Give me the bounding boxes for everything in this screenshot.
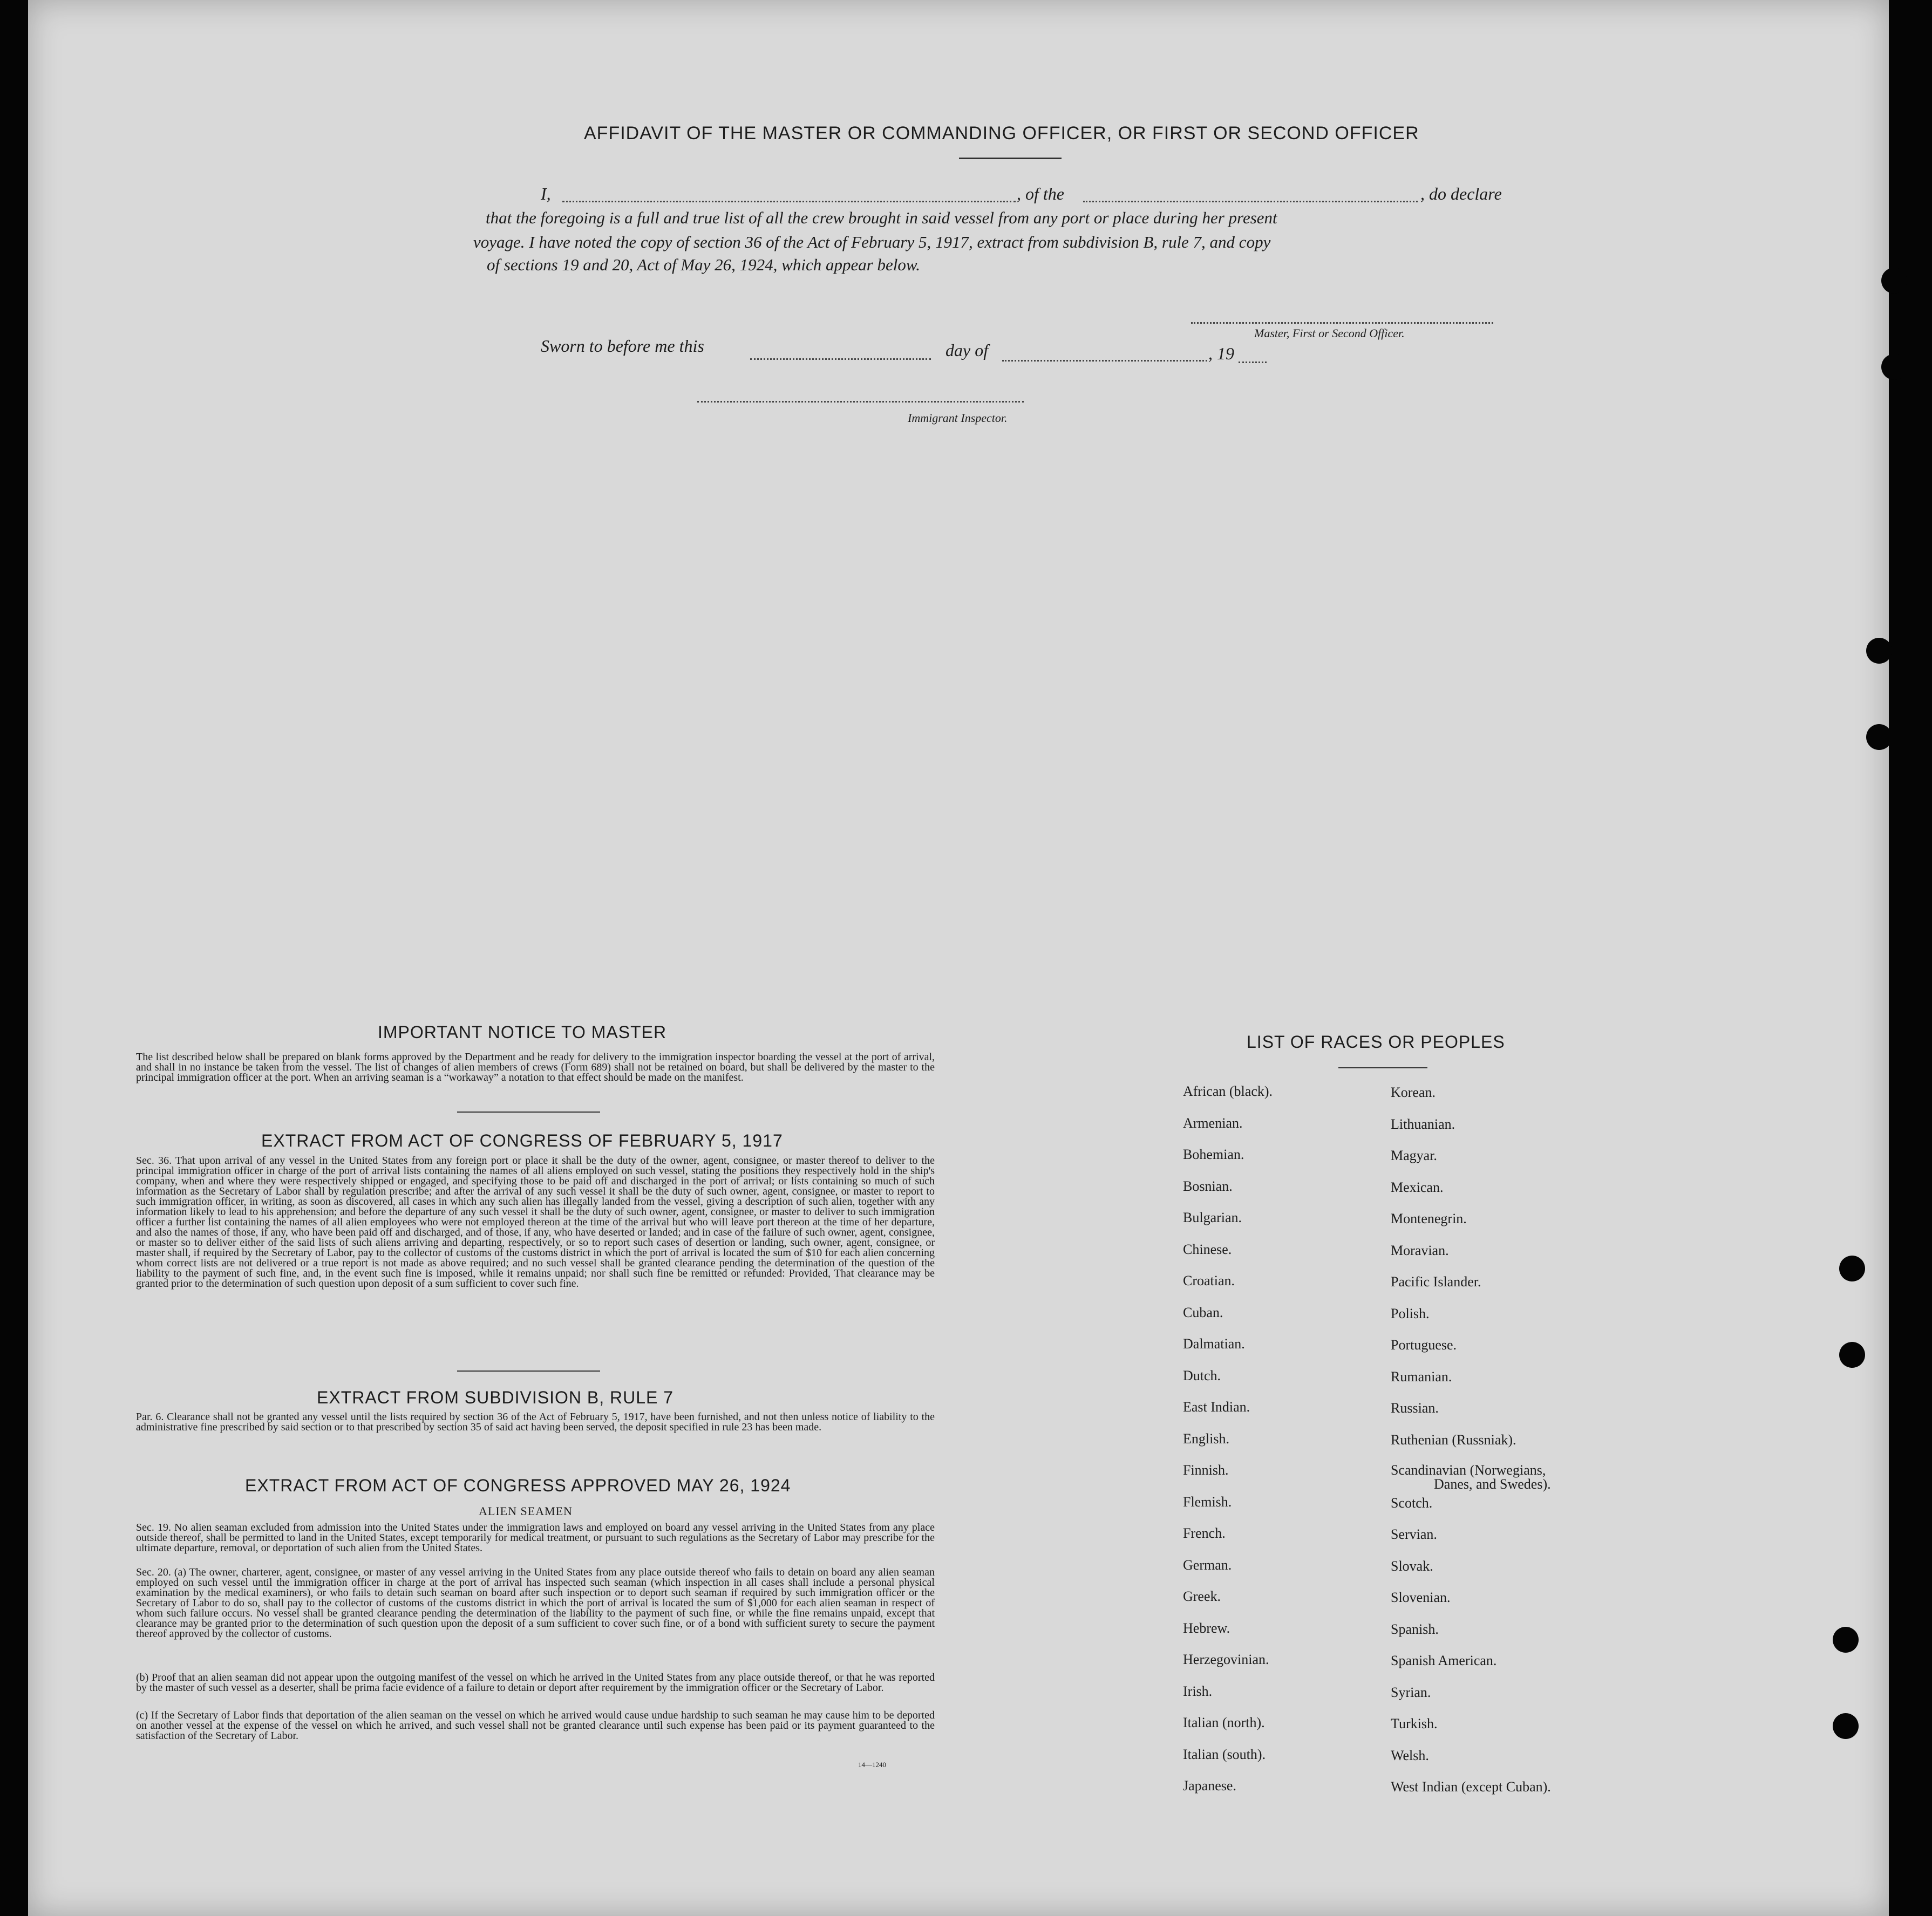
sec19-text: Sec. 19. No alien seaman excluded from admission into the United States under the immigration laws and employed on board any vessel arriving in the United States from any place outside thereof, shall be permitted to land in the United States, except temporarily for medical treatment, or pursuant to such regulations as the Secretary of Labor may prescribe for the ultimate departure, removal, or deportation of such alien from the United States.: [136, 1522, 935, 1554]
sworn-day-label: day of: [945, 340, 989, 360]
races-column-1: [1183, 1083, 1273, 1810]
sworn-year-field[interactable]: [1239, 362, 1267, 363]
form-page: [28, 0, 1889, 1916]
race-item: Greek.: [1183, 1588, 1221, 1604]
affidavit-line1-start: I,: [541, 184, 551, 203]
sworn-start: Sworn to before me this: [541, 336, 704, 356]
race-item: Cuban.: [1183, 1304, 1223, 1320]
extract-1917-title: EXTRACT FROM ACT OF CONGRESS OF FEBRUARY 5, 1917: [261, 1131, 783, 1150]
sec20a-text: Sec. 20. (a) The owner, charterer, agent, consignee, or master of any vessel arriving in the United States from any place outside thereof who fails to detain on board any alien seaman employed on such vessel until the immigration officer in charge at the port of arrival has inspected such seaman (which inspection in all cases shall include a personal physical examination by the medical examiners), or who fails to detain such seaman on board after such inspection or to deport such seaman if required by such immigration officer or the Secretary of Labor to do so, shall pay to the collector of customs of the customs district in which the port of arrival is located the sum of $1,000 for each alien seaman in respect of whom such failure occurs. No vessel shall be granted clearance pending the determination of the liability to the payment of such fine, or while the fine remains unpaid, except that clearance may be granted prior to the determination of such question upon the deposit of a sum sufficient to cover such fine, or of a bond with sufficient surety to secure the payment thereof approved by the collector of customs.: [136, 1566, 935, 1640]
race-item: Rumanian.: [1391, 1368, 1452, 1385]
race-item: German.: [1183, 1557, 1232, 1573]
race-item: Russian.: [1391, 1400, 1439, 1416]
race-item: Herzegovinian.: [1183, 1652, 1269, 1667]
race-item: Japanese.: [1183, 1778, 1236, 1794]
notice-title: IMPORTANT NOTICE TO MASTER: [378, 1022, 667, 1042]
race-item: [1391, 1463, 1551, 1495]
punch-hole: [1839, 1342, 1865, 1368]
races-title: LIST OF RACES OR PEOPLES: [1247, 1032, 1505, 1052]
race-item: Bosnian.: [1183, 1178, 1233, 1194]
race-item: Pacific Islander.: [1391, 1274, 1481, 1290]
race-item: Lithuanian.: [1391, 1116, 1455, 1132]
race-item: Korean.: [1391, 1085, 1436, 1100]
vessel-field[interactable]: [1083, 201, 1418, 202]
race-item: Portuguese.: [1391, 1337, 1457, 1353]
notice-divider: [457, 1112, 600, 1113]
race-item: Italian (south).: [1183, 1746, 1266, 1762]
race-item: Polish.: [1391, 1305, 1430, 1321]
races-column-2: [1391, 1085, 1551, 1811]
sworn-month-field[interactable]: [1002, 360, 1207, 362]
punch-hole: [1866, 638, 1892, 664]
race-item: Servian.: [1391, 1526, 1437, 1542]
race-item: French.: [1183, 1525, 1226, 1541]
race-item: Dutch.: [1183, 1367, 1221, 1383]
form-number: 14—1240: [858, 1761, 886, 1769]
affidavit-line3: voyage. I have noted the copy of section 36 of the Act of February 5, 1917, extract from subdivision B, rule 7, and copy: [473, 233, 1271, 251]
affidavit-line1-of: , of the: [1017, 184, 1064, 203]
affidavit-line1-end: , do declare: [1420, 184, 1502, 203]
extract-1917-divider: [457, 1370, 600, 1372]
punch-hole: [1866, 724, 1892, 750]
race-item: Finnish.: [1183, 1462, 1229, 1478]
race-item-line1: Scandinavian (Norwegians,: [1391, 1462, 1546, 1478]
race-item: East Indian.: [1183, 1399, 1250, 1415]
punch-hole: [1833, 1627, 1859, 1653]
affidavit-line4: of sections 19 and 20, Act of May 26, 1924, which appear below.: [487, 255, 921, 274]
race-item: Irish.: [1183, 1683, 1213, 1699]
race-item: English.: [1183, 1430, 1229, 1447]
race-item: Slovenian.: [1391, 1590, 1451, 1605]
race-item: Italian (north).: [1183, 1715, 1265, 1730]
race-item: Slovak.: [1391, 1558, 1433, 1574]
race-item: West Indian (except Cuban).: [1391, 1779, 1551, 1795]
race-item: Chinese.: [1183, 1241, 1232, 1257]
race-item: Bohemian.: [1183, 1147, 1244, 1162]
sec20b-text: (b) Proof that an alien seaman did not appear upon the outgoing manifest of the vessel on which he arrived in the United States from any place outside thereof, or that he was reported by the master of such vessel as a deserter, shall be prima facie evidence of a failure to detain or deport after requirement by the immigration officer or the Secretary of Labor.: [136, 1672, 935, 1694]
inspector-signature-label: Immigrant Inspector.: [908, 411, 1008, 425]
rule7-title: EXTRACT FROM SUBDIVISION B, RULE 7: [317, 1388, 674, 1407]
punch-hole: [1839, 1256, 1865, 1281]
race-item: Ruthenian (Russniak).: [1391, 1431, 1516, 1448]
race-item: Syrian.: [1391, 1684, 1431, 1700]
alien-seamen-heading: ALIEN SEAMEN: [479, 1504, 573, 1518]
inspector-signature-line[interactable]: [697, 401, 1024, 403]
race-item: Flemish.: [1183, 1494, 1232, 1510]
race-item: Spanish American.: [1391, 1653, 1497, 1668]
race-item: Turkish.: [1391, 1716, 1438, 1731]
title-underline: [959, 158, 1062, 159]
rule7-text: Par. 6. Clearance shall not be granted any vessel until the lists required by section 36 of the Act of February 5, 1917, have been furnished, and not then unless notice of liability to the administrative fine prescribed by said section or to that prescribed by section 35 of said act having been served, the deposit specified in rule 23 has been made.: [136, 1411, 935, 1433]
master-signature-line[interactable]: [1191, 322, 1493, 324]
sworn-year-label: , 19: [1208, 344, 1234, 363]
affidavit-line2: that the foregoing is a full and true list of all the crew brought in said vessel from any port or place during her present: [486, 208, 1277, 227]
notice-text: The list described below shall be prepared on blank forms approved by the Department and be ready for delivery to the immigration inspector boarding the vessel at the port of arrival, and shall in no instance be taken from the vessel. The list of changes of alien members of crews (Form 689) shall not be retained on board, but shall be delivered by the master to the principal immigration officer at the port. When an arriving seaman is a “workaway” a notation to that effect should be made on the manifest.: [136, 1051, 935, 1083]
race-item: Welsh.: [1391, 1747, 1429, 1763]
race-item: Croatian.: [1183, 1273, 1235, 1288]
affidavit-title: AFFIDAVIT OF THE MASTER OR COMMANDING OFFICER, OR FIRST OR SECOND OFFICER: [584, 123, 1419, 144]
name-field[interactable]: [562, 201, 1016, 202]
race-item: Spanish.: [1391, 1621, 1439, 1637]
master-signature-label: Master, First or Second Officer.: [1254, 326, 1405, 340]
race-item: Mexican.: [1391, 1179, 1444, 1195]
race-item: African (black).: [1183, 1083, 1273, 1099]
punch-hole: [1833, 1713, 1859, 1739]
race-item: Magyar.: [1391, 1148, 1437, 1163]
race-item: Armenian.: [1183, 1115, 1243, 1131]
extract-1917-text: Sec. 36. That upon arrival of any vessel in the United States from any foreign port or place it shall be the duty of the owner, agent, consignee, or master thereof to deliver to the principal immigration officer in charge of the port of arrival lists containing the names of all aliens employed on such vessel, stating the positions they respectively hold in the ship's company, when and where they were respectively shipped or engaged, and specifying those to be paid off and discharged in the port of arrival; or lists containing so much of such information as the Secretary of Labor shall by regulation prescribe; and after the arrival of any such vessel it shall be the duty of such owner, agent, consignee, or master to report to such immigration officer, in writing, as soon as discovered, all cases in which any such alien has illegally landed from the vessel, giving a description of such alien, together with any information likely to lead to his apprehension; and before the departure of any such vessel it shall be the duty of such owner, agent, consignee, or master to deliver to such immigration officer a further list containing the names of all alien employees who were not employed thereon at the time of the arrival but who will leave port thereon at the time of her departure, and also the names of those, if any, who have been paid off and discharged, and of those, if any, who have deserted or landed; and in case of the failure of such owner, agent, consignee, or master so to deliver either of the said lists of such aliens arriving and departing, respectively, or so to report such cases of desertion or landing, such owner, agent, consignee, or master shall, if required by the Secretary of Labor, pay to the collector of customs of the customs district in which the port of arrival is located the sum of $10 for each alien concerning whom correct lists are not delivered or a true report is not made as above required; and no such vessel shall be granted clearance pending the determination of the question of the liability to the payment of such fine, and, in the event such fine is imposed, while it remains unpaid; nor shall such fine be remitted or refunded: Provided, That clearance may be granted prior to the determination of such question upon deposit of a sum sufficient to cover such fine.: [136, 1155, 935, 1290]
races-underline: [1338, 1067, 1427, 1068]
punch-hole: [1881, 268, 1907, 294]
race-item: Bulgarian.: [1183, 1210, 1242, 1225]
race-item: Hebrew.: [1183, 1620, 1230, 1636]
race-item: Moravian.: [1391, 1242, 1449, 1258]
punch-hole: [1881, 354, 1907, 380]
race-item: Montenegrin.: [1391, 1211, 1467, 1226]
race-item-line2: Danes, and Swedes).: [1434, 1476, 1551, 1492]
extract-1924-title: EXTRACT FROM ACT OF CONGRESS APPROVED MAY 26, 1924: [245, 1476, 791, 1495]
sec20c-text: (c) If the Secretary of Labor finds that deportation of the alien seaman on the vessel on which he arrived would cause undue hardship to such seaman he may cause him to be deported on another vessel at the expense of the vessel on which he arrived, and such vessel shall not be granted clearance until such expense has been paid or its payment guaranteed to the satisfaction of the Secretary of Labor.: [136, 1709, 935, 1742]
sworn-day-field[interactable]: [750, 358, 931, 360]
race-item: Dalmatian.: [1183, 1336, 1245, 1352]
race-item: Scotch.: [1391, 1495, 1433, 1511]
